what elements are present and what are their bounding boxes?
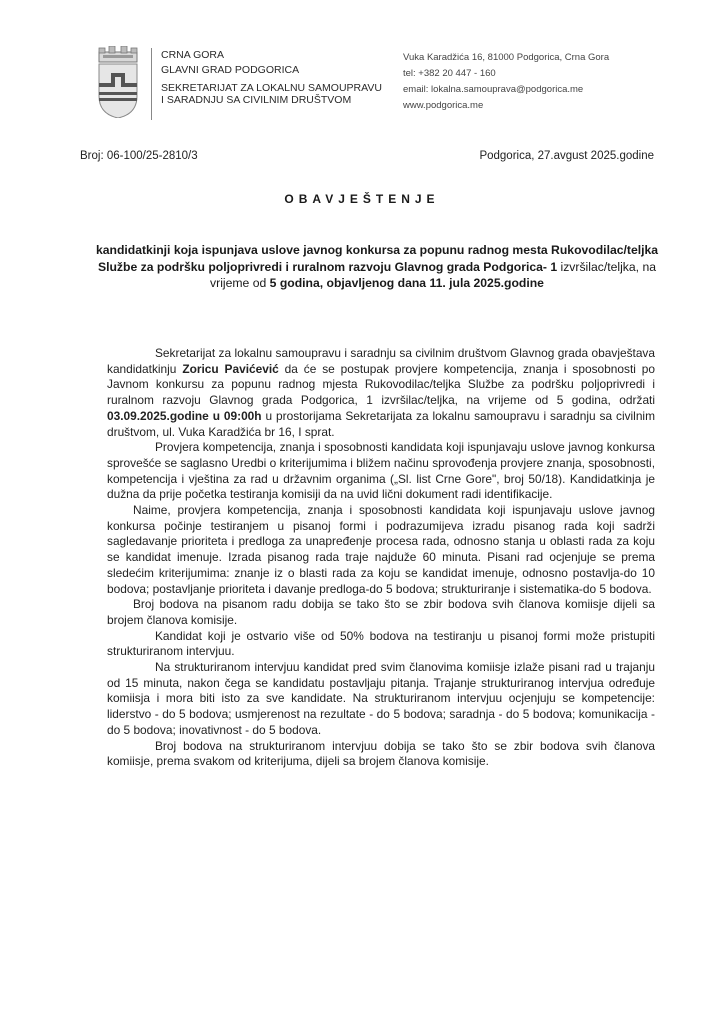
contact-web: www.podgorica.me	[403, 100, 484, 111]
document-body	[107, 346, 655, 770]
paragraph-5: Kandidat koji je ostvario više od 50% bodova na testiranju u pisanoj formi može pristupiti strukturiranom intervjuu.	[107, 628, 655, 659]
paragraph-1	[107, 346, 655, 440]
org-country: CRNA GORA	[161, 49, 225, 61]
contact-address: Vuka Karadžića 16, 81000 Podgorica, Crna Gora	[403, 52, 610, 63]
podgorica-coat-of-arms-icon	[95, 46, 141, 118]
test-datetime: 03.09.2025.godine u 09:00h	[107, 408, 262, 423]
paragraph-4: Broj bodova na pisanom radu dobija se tako što se zbir bodova svih članova komiisje dijeli sa brojem članova komisije.	[107, 597, 655, 627]
candidate-name: Zoricu Pavićević	[182, 361, 279, 376]
org-department-line1: SEKRETARIJAT ZA LOKALNU SAMOUPRAVU	[161, 82, 382, 94]
org-department-line2: I SARADNJU SA CIVILNIM DRUŠTVOM	[161, 94, 352, 106]
subject-part4: 5 godina, objavljenog dana 11. jula 2025.godine	[269, 276, 544, 290]
subject-part3: na vrijeme od	[210, 259, 657, 290]
contact-email: email: lokalna.samouprava@podgorica.me	[403, 84, 584, 95]
org-city: GLAVNI GRAD PODGORICA	[161, 64, 300, 76]
contact-tel: tel: +382 20 447 - 160	[403, 68, 496, 79]
header-divider	[151, 48, 152, 120]
letterhead	[95, 46, 685, 126]
place-date: Podgorica, 27.avgust 2025.godine	[479, 150, 654, 162]
subject-part2: izvršilac/teljka,	[560, 259, 643, 274]
organization-name	[161, 48, 382, 106]
paragraph-1-text-a: Sekretarijat za lokalnu samoupravu i saradnju sa civilnim društvom Glavnog grada obavještava kandidatkinju	[107, 346, 655, 376]
paragraph-7: Broj bodova na strukturiranom intervjuu dobija se tako što se zbir bodova svih članova komiisje, prema svakom od kriterijuma, dijeli sa brojem članova komisije.	[107, 738, 655, 769]
document-number: Broj: 06-100/25-2810/3	[80, 150, 198, 162]
subject-part1: kandidatkinji koja ispunjava uslove javnog konkursa za popunu radnog mesta Rukovodilac/teljka Službe za podršku poljoprivredi i ruralnom razvoju Glavnog grada Podgorica- 1	[95, 243, 659, 274]
paragraph-6: Na strukturiranom intervjuu kandidat pred svim članovima komiisje izlaže pisani rad u trajanju od 15 minuta, nakon čega se kandidatu postavljaju pitanja. Trajanje strukturiranog intervjua određuje komiisja i mora biti isto za sve kandidate. Na strukturiranom intervjuu ocjenjuju se kompetencije: liderstvo - do 5 bodova; usmjerenost na rezultate - do 5 bodova; saradnja - do 5 bodova; komunikacija - do 5 bodova; inovativnost - do 5 bodova.	[107, 660, 655, 737]
paragraph-1-text-b: da će se postupak provjere kompetencija, znanja i sposobnosti po Javnom konkursu za popunu radnog mjesta Rukovodilac/teljka Službe za podršku poljoprivredi i ruralnom razvoju Glavnog grada Podgorica, 1 izvršilac/teljka, na vrijeme od 5 godina, održati	[107, 361, 656, 408]
paragraph-3: Naime, provjera kompetencija, znanja i sposobnosti kandidata koji ispunjavaju uslove javnog konkursa počinje testiranjem u pisanoj formi i podrazumijeva izradu pisanog rada koji sadrži sagledavanje prioriteta i predloga za unapređenje procesa rada, odnosno stanja u oblasti rada za koju se kandidat imenuje. Izrada pisanog rada traje najduže 60 minuta. Pisani rad ocjenjuje se prema sledećim kriterijumima: znanje iz o blasti rada za koju se kandidat imenuje, odnosno postavlja-do 10 bodova; postavljanje prioriteta i davanje predloga-do 5 bodova; strukturiranje i sistematika-do 5 bodova.	[107, 503, 655, 596]
paragraph-2: Provjera kompetencija, znanja i sposobnosti kandidata koji ispunjavaju uslove javnog konkursa sprovešće se saglasno Uredbi o kriterijumima i bližem načinu sprovođenja provjere znanja, sposobnosti, kompetencija i vještina za rad u državnim organima („Sl. list Crne Gore", broj 50/18). Kandidatkinja je dužna da prije početka testiranja komisiji da na uvid lični dokument radi identifikacije.	[107, 440, 655, 502]
paragraph-1-text-c: u prostorijama Sekretarijata za lokalnu samoupravu i saradnju sa civilnim društvom, ul. Vuka Karadžića br 16, I sprat.	[107, 408, 655, 439]
document-title: OBAVJEŠTENJE	[284, 192, 440, 206]
document-subject	[90, 242, 664, 292]
contact-block	[403, 50, 609, 114]
